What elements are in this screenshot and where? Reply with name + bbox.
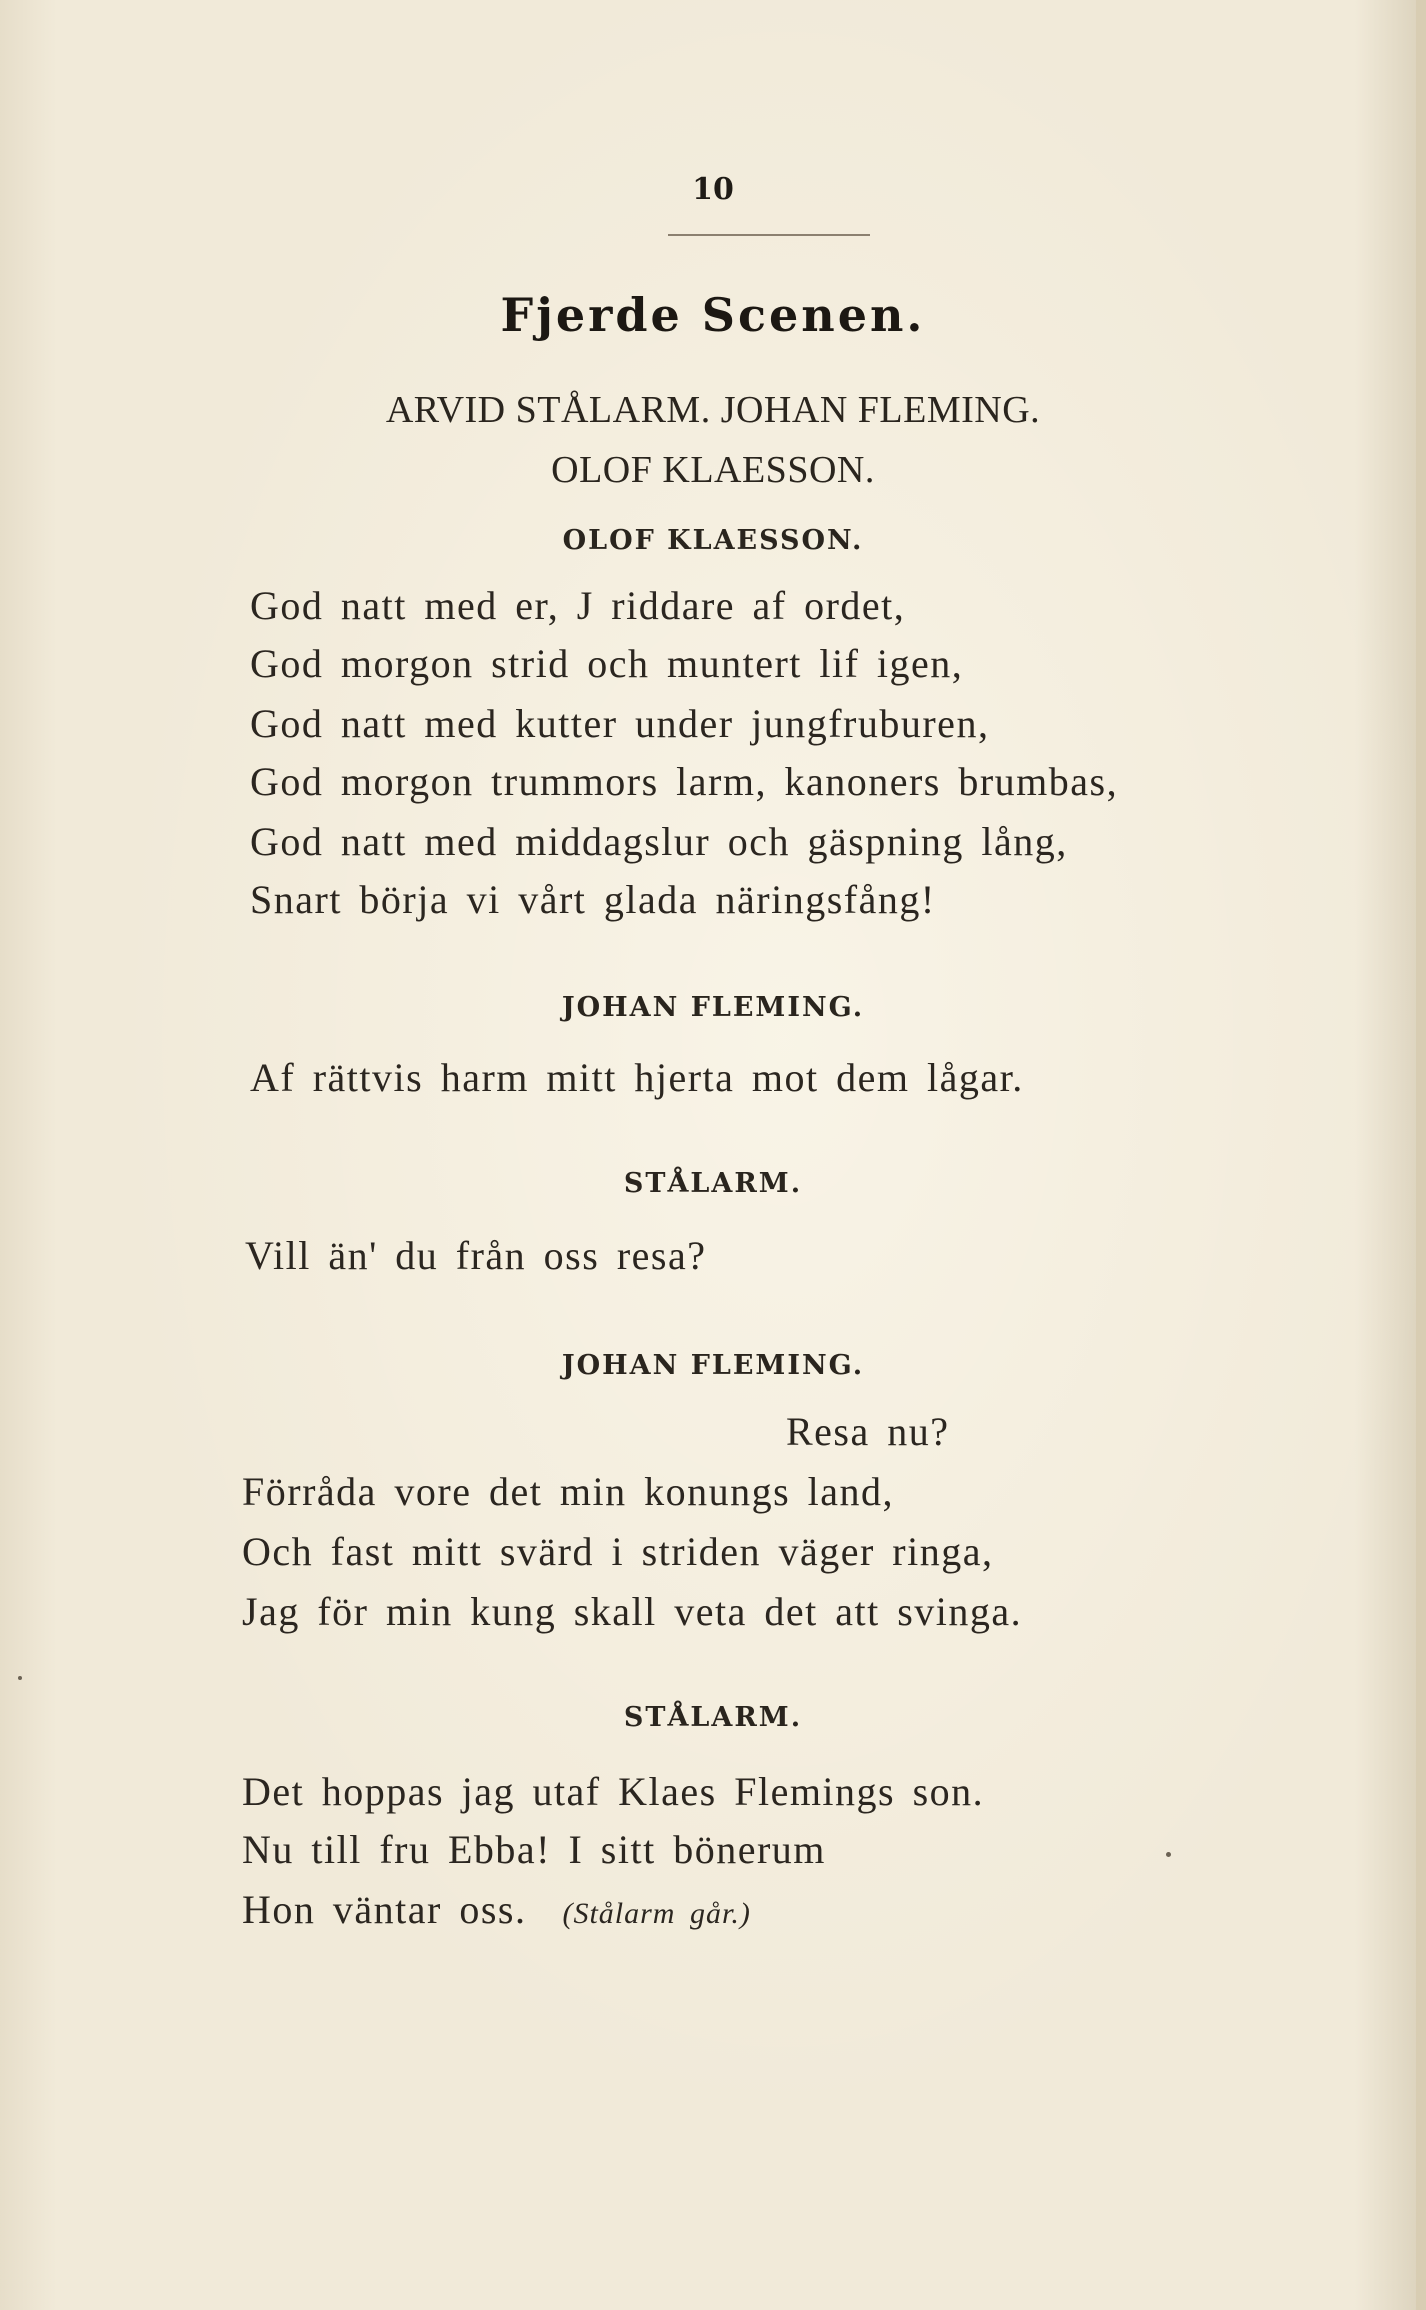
- speaker-heading: JOHAN FLEMING.: [561, 1350, 865, 1381]
- verse-line: Och fast mitt svärd i striden väger ringa,: [242, 1529, 994, 1574]
- page-edge: [1416, 0, 1426, 2310]
- verse-line: Nu till fru Ebba! I sitt bönerum: [242, 1827, 826, 1872]
- header-rule: [668, 234, 870, 236]
- scene-title: Fjerde Scenen.: [500, 288, 926, 342]
- verse-line: God natt med middagslur och gäspning lång,: [250, 819, 1068, 864]
- verse-line: Det hoppas jag utaf Klaes Flemings son.: [242, 1769, 985, 1814]
- stage-direction: (Stålarm går.): [562, 1897, 751, 1930]
- verse-line: God natt med er, J riddare af ordet,: [250, 583, 906, 628]
- speaker-heading: JOHAN FLEMING.: [561, 992, 865, 1023]
- verse-line: Resa nu?: [786, 1409, 950, 1454]
- verse-line: God morgon strid och muntert lif igen,: [250, 641, 964, 686]
- paper-speck: [1166, 1852, 1171, 1857]
- verse-line: Af rättvis harm mitt hjerta mot dem lågar.: [250, 1055, 1024, 1100]
- speaker-heading: STÅLARM.: [623, 1702, 803, 1733]
- verse-line: God morgon trummors larm, kanoners brumbas,: [250, 759, 1119, 804]
- cast-list-line-1: ARVID STÅLARM. JOHAN FLEMING.: [385, 389, 1041, 431]
- verse-line: God natt med kutter under jungfruburen,: [250, 701, 990, 746]
- page-number: 10: [692, 172, 734, 207]
- verse-line: Snart börja vi vårt glada näringsfång!: [250, 877, 936, 922]
- verse-line: Vill än' du från oss resa?: [245, 1233, 707, 1278]
- speaker-heading: STÅLARM.: [623, 1168, 803, 1199]
- paper-speck: [18, 1676, 22, 1680]
- cast-list-line-2: OLOF KLAESSON.: [551, 449, 875, 491]
- speaker-heading: OLOF KLAESSON.: [562, 525, 864, 556]
- verse-line: [242, 1886, 751, 1933]
- verse-text: Hon väntar oss.: [242, 1887, 527, 1932]
- verse-line: Jag för min kung skall veta det att svinga.: [242, 1589, 1023, 1634]
- verse-line: Förråda vore det min konungs land,: [242, 1469, 894, 1514]
